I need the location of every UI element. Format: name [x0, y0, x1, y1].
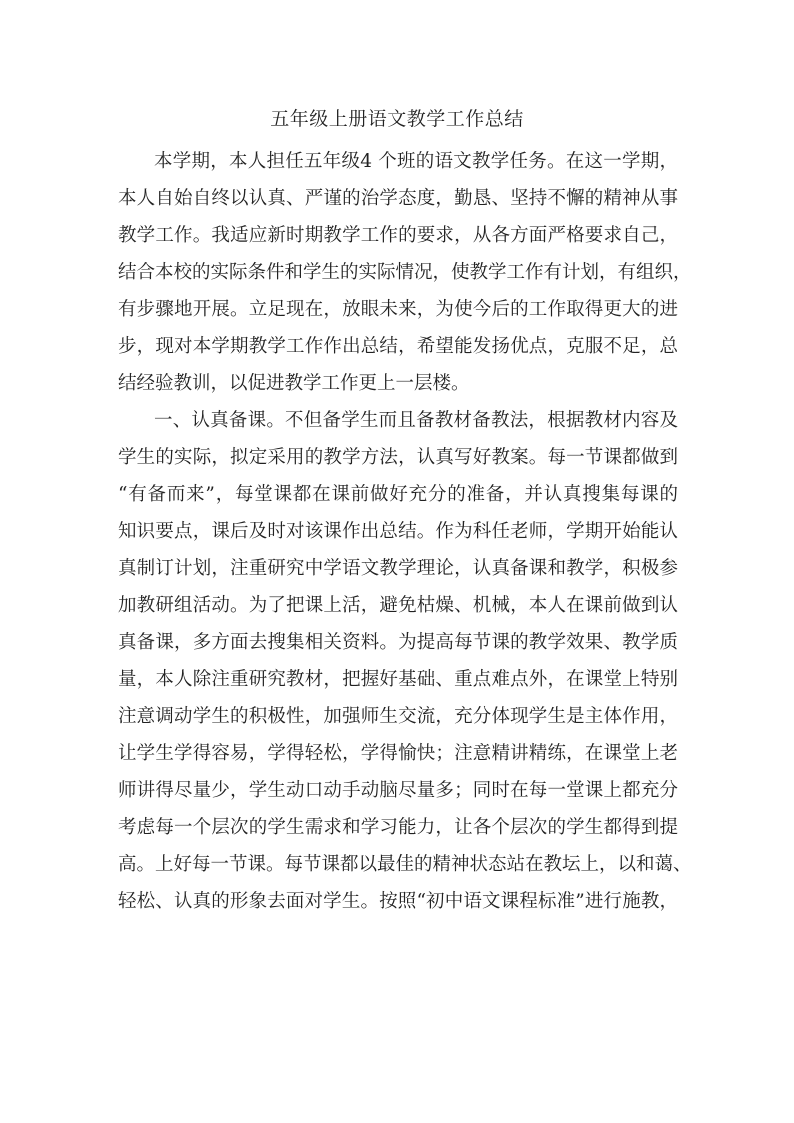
body-line: 加教研组活动。为了把课上活，避免枯燥、机械，本人在课前做到认 — [118, 595, 678, 616]
body-line: 高。上好每一节课。每节课都以最佳的精神状态站在教坛上，以和蔼、 — [118, 854, 692, 875]
body-line: 师讲得尽量少，学生动口动手动脑尽量多；同时在每一堂课上都充分 — [118, 780, 678, 801]
body-line: 知识要点，课后及时对该课作出总结。作为科任老师，学期开始能认 — [118, 521, 678, 542]
body-line: 步，现对本学期教学工作作出总结，希望能发扬优点，克服不足，总 — [118, 336, 678, 357]
body-line: “有备而来”，每堂课都在课前做好充分的准备，并认真搜集每课的 — [118, 484, 678, 505]
body-line: 结合本校的实际条件和学生的实际情况，使教学工作有计划，有组织， — [118, 262, 692, 283]
body-line: 真制订计划，注重研究中学语文教学理论，认真备课和教学，积极参 — [118, 558, 678, 579]
body-line: 教学工作。我适应新时期教学工作的要求，从各方面严格要求自己， — [118, 225, 678, 246]
body-line: 量，本人除注重研究教材，把握好基础、重点难点外，在课堂上特别 — [118, 669, 678, 690]
body-line: 本学期，本人担任五年级4 个班的语文教学任务。在这一学期， — [154, 151, 678, 172]
body-line: 真备课，多方面去搜集相关资料。为提高每节课的教学效果、教学质 — [118, 632, 678, 653]
body-line: 结经验教训，以促进教学工作更上一层楼。 — [118, 373, 470, 394]
body-line: 考虑每一个层次的学生需求和学习能力，让各个层次的学生都得到提 — [118, 817, 678, 838]
body-line: 一、认真备课。不但备学生而且备教材备教法，根据教材内容及 — [154, 410, 678, 431]
body-line: 有步骤地开展。立足现在，放眼未来，为使今后的工作取得更大的进 — [118, 299, 678, 320]
body-line: 让学生学得容易，学得轻松，学得愉快；注意精讲精练，在课堂上老 — [118, 743, 678, 764]
document-title: 五年级上册语文教学工作总结 — [270, 108, 524, 130]
body-line: 轻松、认真的形象去面对学生。按照“初中语文课程标准”进行施教， — [118, 891, 678, 912]
body-line: 注意调动学生的积极性，加强师生交流，充分体现学生是主体作用， — [118, 706, 678, 727]
body-line: 本人自始自终以认真、严谨的治学态度，勤恳、坚持不懈的精神从事 — [118, 188, 678, 209]
body-line: 学生的实际，拟定采用的教学方法，认真写好教案。每一节课都做到 — [118, 447, 678, 468]
